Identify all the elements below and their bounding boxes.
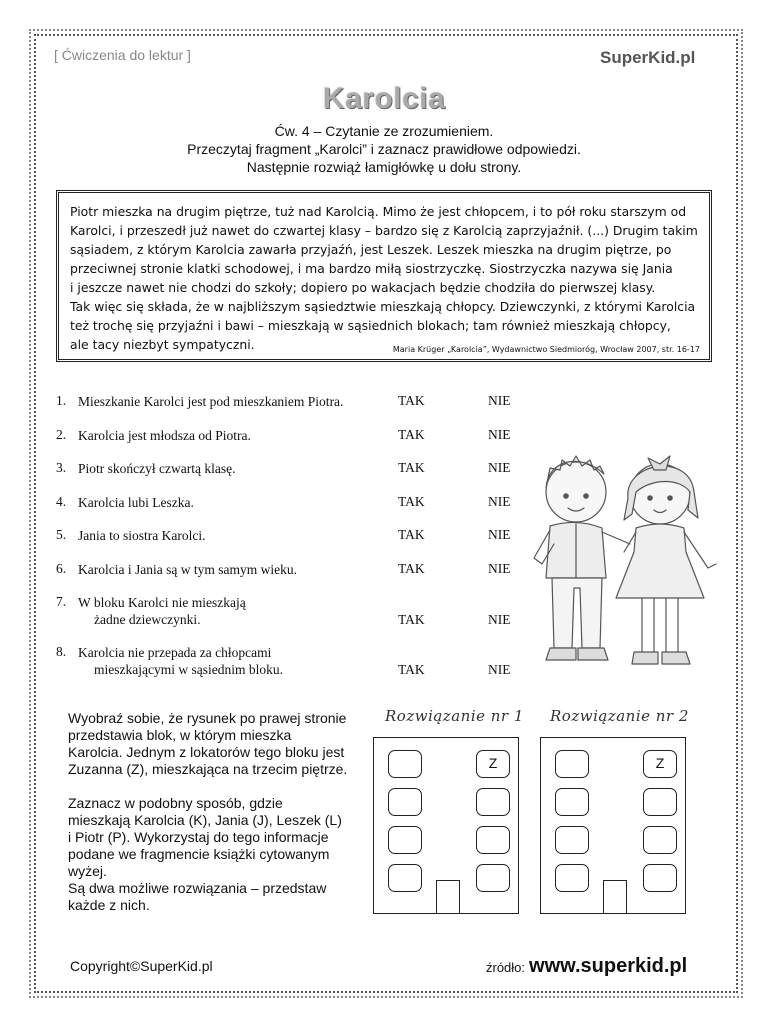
window-box[interactable]	[476, 826, 510, 854]
question-text: Mieszkanie Karolci jest pod mieszkaniem Piotra.	[78, 394, 344, 409]
source-link[interactable]: www.superkid.pl	[529, 955, 688, 977]
answer-yes[interactable]: TAK	[398, 427, 425, 442]
window-box[interactable]	[476, 864, 510, 892]
window-box[interactable]	[643, 826, 677, 854]
door	[436, 880, 460, 913]
answer-yes[interactable]: TAK	[398, 612, 425, 627]
door	[603, 880, 627, 913]
puzzle-paragraph: Zaznacz w podobny sposób, gdzie mieszkają Karolcia (K), Jania (J), Leszek (L) i Piotr (P). Wykorzystaj do tego informacje podane we fragmencie książki cytowanym wyżej.	[68, 795, 342, 879]
question-text: Karolcia lubi Leszka.	[78, 495, 194, 510]
passage-line: ale tacy niezbyt sympatyczni.	[70, 337, 255, 352]
window-box[interactable]	[643, 864, 677, 892]
question-number: 7.	[56, 594, 67, 609]
passage-line: Karolci, i przeszedł już nawet do czwartej klasy – bardzo się z Karolcią zaprzyjaźnił. (...) Drugim takim	[70, 223, 698, 238]
answer-no[interactable]: NIE	[488, 393, 511, 408]
puzzle-paragraph: Są dwa możliwe rozwiązania – przedstaw każde z nich.	[68, 880, 327, 913]
passage-line: przeciwnej stronie klatki schodowej, i ma bardzo miłą siostrzyczkę. Siostrzyczka nazywa się Jania	[70, 261, 673, 276]
answer-no[interactable]: NIE	[488, 527, 511, 542]
question-text: Piotr skończył czwartą klasę.	[78, 461, 236, 476]
window-box[interactable]	[555, 864, 589, 892]
building-grid	[373, 737, 519, 914]
window-box[interactable]: Z	[476, 750, 510, 778]
citation: Maria Krüger „Karolcia”, Wydawnictwo Siedmioróg, Wrocław 2007, str. 16-17	[392, 345, 700, 354]
window-box[interactable]	[388, 826, 422, 854]
solution-title: Rozwiązanie nr 2	[550, 707, 689, 725]
passage-line: Tak więc się składa, że w najbliższym sąsiedztwie mieszkają chłopcy. Dziewczynki, z którymi Karolcia	[70, 299, 696, 314]
window-box[interactable]	[476, 788, 510, 816]
question-number: 3.	[56, 460, 67, 475]
window-box[interactable]: Z	[643, 750, 677, 778]
instructions	[0, 122, 768, 176]
puzzle-instructions	[68, 710, 348, 914]
section-label: [ Ćwiczenia do lektur ]	[54, 47, 191, 63]
window-box[interactable]	[388, 788, 422, 816]
instruction-line: Następnie rozwiąż łamigłówkę u dołu strony.	[246, 159, 522, 175]
solution-title: Rozwiązanie nr 1	[385, 707, 524, 725]
children-illustration	[520, 448, 724, 680]
window-box[interactable]	[388, 750, 422, 778]
question-number: 8.	[56, 644, 67, 659]
question-number: 1.	[56, 393, 67, 408]
answer-no[interactable]: NIE	[488, 662, 511, 677]
answer-yes[interactable]: TAK	[398, 460, 425, 475]
answer-yes[interactable]: TAK	[398, 393, 425, 408]
puzzle-paragraph: Wyobraź sobie, że rysunek po prawej stronie przedstawia blok, w którym mieszka Karolcia. Jednym z lokatorów tego bloku jest Zuzanna (Z), mieszkająca na trzecim piętrze.	[68, 710, 348, 777]
instruction-line: Ćw. 4 – Czytanie ze zrozumieniem.	[274, 123, 494, 139]
building-grid	[540, 737, 686, 914]
answer-no[interactable]: NIE	[488, 612, 511, 627]
question-text: W bloku Karolci nie mieszkają żadne dziewczynki.	[78, 595, 246, 627]
passage-line: sąsiadem, z którym Karolcia zawarła przyjaźń, jest Leszek. Leszek mieszka na drugim piętrze, po	[70, 242, 672, 257]
answer-yes[interactable]: TAK	[398, 527, 425, 542]
answer-yes[interactable]: TAK	[398, 494, 425, 509]
question-number: 5.	[56, 527, 67, 542]
answer-no[interactable]: NIE	[488, 427, 511, 442]
page-title: Karolcia	[322, 82, 446, 115]
passage-text	[70, 202, 706, 354]
copyright: Copyright©SuperKid.pl	[70, 958, 213, 974]
answer-yes[interactable]: TAK	[398, 662, 425, 677]
answer-no[interactable]: NIE	[488, 561, 511, 576]
passage-line: i jeszcze nawet nie chodzi do szkoły; dopiero po wakacjach będzie chodziła do pierwszej klasy.	[70, 280, 656, 295]
answer-no[interactable]: NIE	[488, 494, 511, 509]
passage-line: Piotr mieszka na drugim piętrze, tuż nad Karolcią. Mimo że jest chłopcem, i to pół roku starszym od	[70, 204, 687, 219]
source-label: źródło:	[486, 960, 526, 975]
window-box[interactable]	[388, 864, 422, 892]
question-text: Jania to siostra Karolci.	[78, 528, 206, 543]
answer-yes[interactable]: TAK	[398, 561, 425, 576]
source	[486, 955, 687, 978]
question-text: Karolcia jest młodsza od Piotra.	[78, 428, 251, 443]
window-box[interactable]	[555, 788, 589, 816]
passage-line: też trochę się przyjaźni i bawi – mieszkają w sąsiednich blokach; tam również mieszkają chłopcy,	[70, 318, 671, 333]
site-logo[interactable]: SuperKid.pl	[600, 48, 696, 67]
question-number: 2.	[56, 427, 67, 442]
window-box[interactable]	[643, 788, 677, 816]
window-box[interactable]	[555, 750, 589, 778]
question-text: Karolcia i Jania są w tym samym wieku.	[78, 562, 297, 577]
window-box[interactable]	[555, 826, 589, 854]
question-text: Karolcia nie przepada za chłopcami mieszkającymi w sąsiednim bloku.	[78, 645, 283, 677]
question-number: 4.	[56, 494, 67, 509]
instruction-line: Przeczytaj fragment „Karolci” i zaznacz prawidłowe odpowiedzi.	[187, 141, 581, 157]
answer-no[interactable]: NIE	[488, 460, 511, 475]
question-number: 6.	[56, 561, 67, 576]
